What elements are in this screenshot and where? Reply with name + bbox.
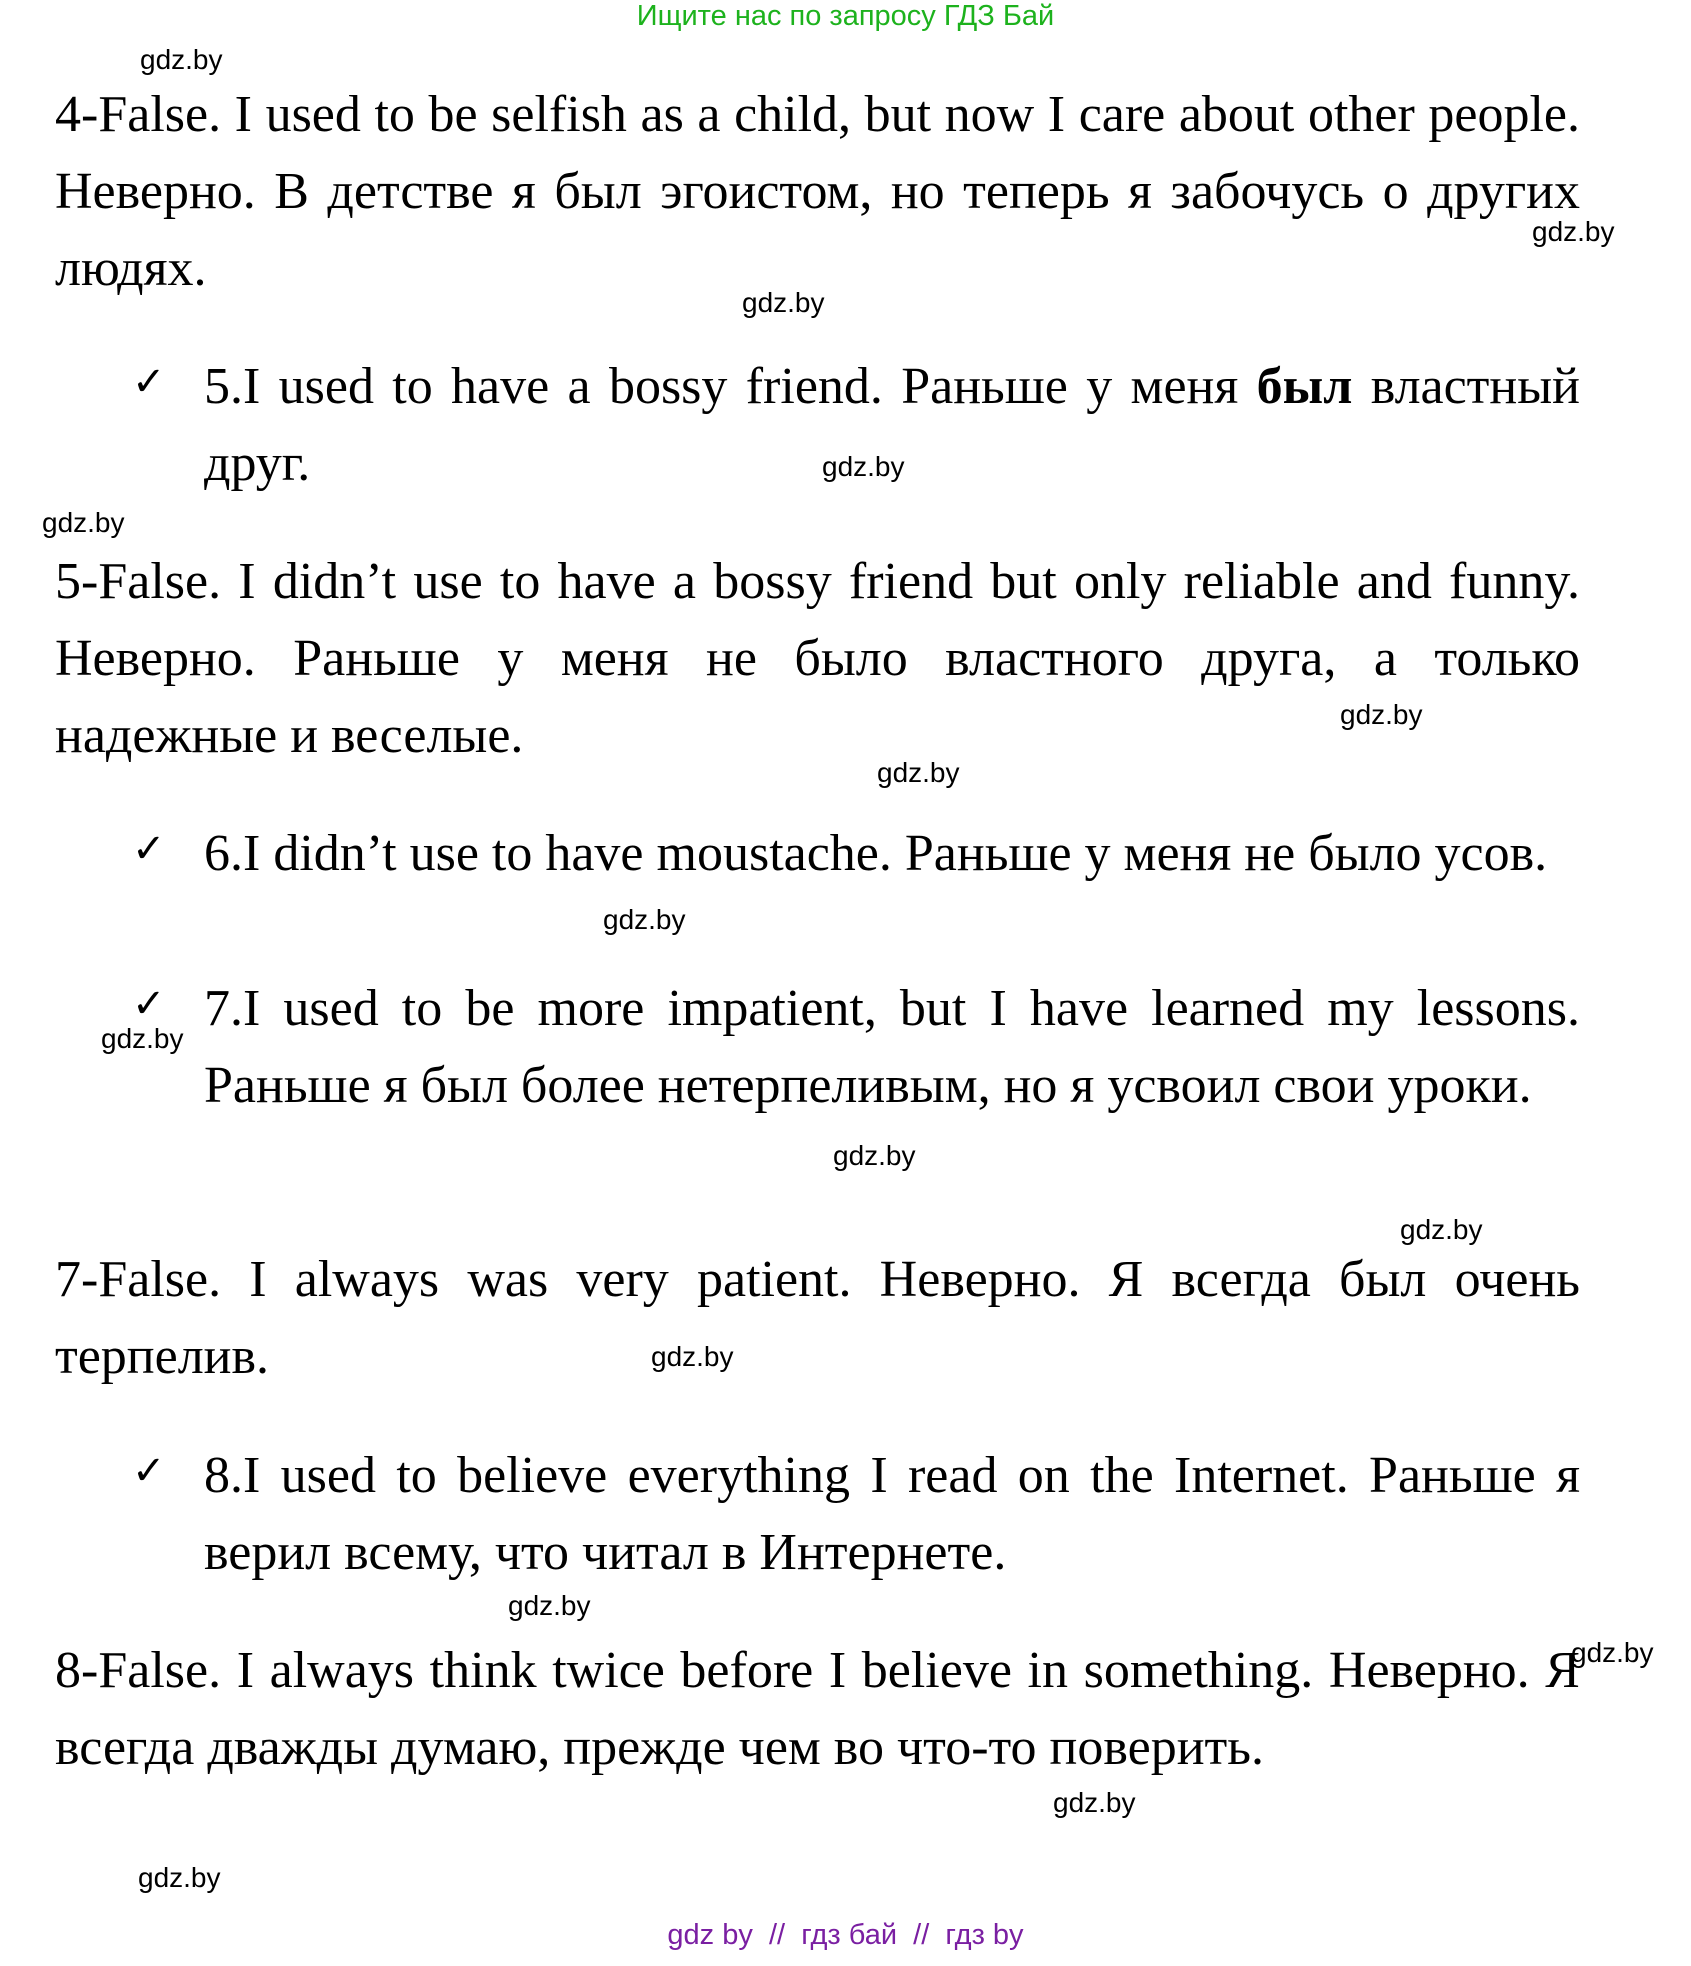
footer-links: gdz by // гдз бай // гдз by [667, 1919, 1024, 1951]
watermark: gdz.by [1340, 699, 1423, 730]
watermark: gdz.by [101, 1023, 184, 1054]
paragraph-7-false: 7-False. I always was very patient. Неверно. Я всегда был очень терпелив. [55, 1251, 1580, 1385]
watermark: gdz.by [603, 904, 686, 935]
watermark: gdz.by [1571, 1637, 1654, 1668]
watermark: gdz.by [1532, 216, 1615, 247]
watermark: gdz.by [822, 451, 905, 482]
list-item-5-text-b: властный друг. [204, 358, 1580, 492]
watermark: gdz.by [508, 1590, 591, 1621]
paragraph-5-false: 5-False. I didn’t use to have a bossy friend but only reliable and funny. Неверно. Раньше у меня не было властного друга, а только надежные и веселые. [55, 553, 1580, 764]
watermark: gdz.by [138, 1862, 221, 1893]
watermark: gdz.by [42, 507, 125, 538]
checkmark-icon: ✓ [132, 826, 166, 872]
paragraph-8-false: 8-False. I always think twice before I believe in something. Неверно. Я всегда дважды думаю, прежде чем во что-то поверить. [55, 1642, 1580, 1776]
watermark: gdz.by [651, 1341, 734, 1372]
list-item-7: 7.I used to be more impatient, but I have learned my lessons. Раньше я был более нетерпеливым, но я усвоил свои уроки. [204, 980, 1580, 1114]
list-item-5-text-a: 5.I used to have a bossy friend. Раньше у меня [204, 358, 1257, 415]
list-item-5-bold-word: был [1256, 358, 1353, 415]
watermark: gdz.by [742, 287, 825, 318]
top-banner: Ищите нас по запросу ГДЗ Бай [636, 0, 1055, 32]
checkmark-icon: ✓ [132, 1448, 166, 1494]
watermark: gdz.by [1400, 1214, 1483, 1245]
watermark: gdz.by [140, 44, 223, 75]
list-item-6: 6.I didn’t use to have moustache. Раньше у меня не было усов. [204, 825, 1548, 882]
paragraph-4-false: 4-False. I used to be selfish as a child, but now I care about other people. Неверно. В детстве я был эгоистом, но теперь я забочусь о других людях. [55, 86, 1580, 297]
watermark: gdz.by [877, 757, 960, 788]
checkmark-icon: ✓ [132, 981, 166, 1027]
list-item-8: 8.I used to believe everything I read on the Internet. Раньше я верил всему, что читал в Интернете. [204, 1447, 1580, 1581]
watermark: gdz.by [833, 1140, 916, 1171]
checkmark-icon: ✓ [132, 359, 166, 405]
watermark: gdz.by [1053, 1787, 1136, 1818]
